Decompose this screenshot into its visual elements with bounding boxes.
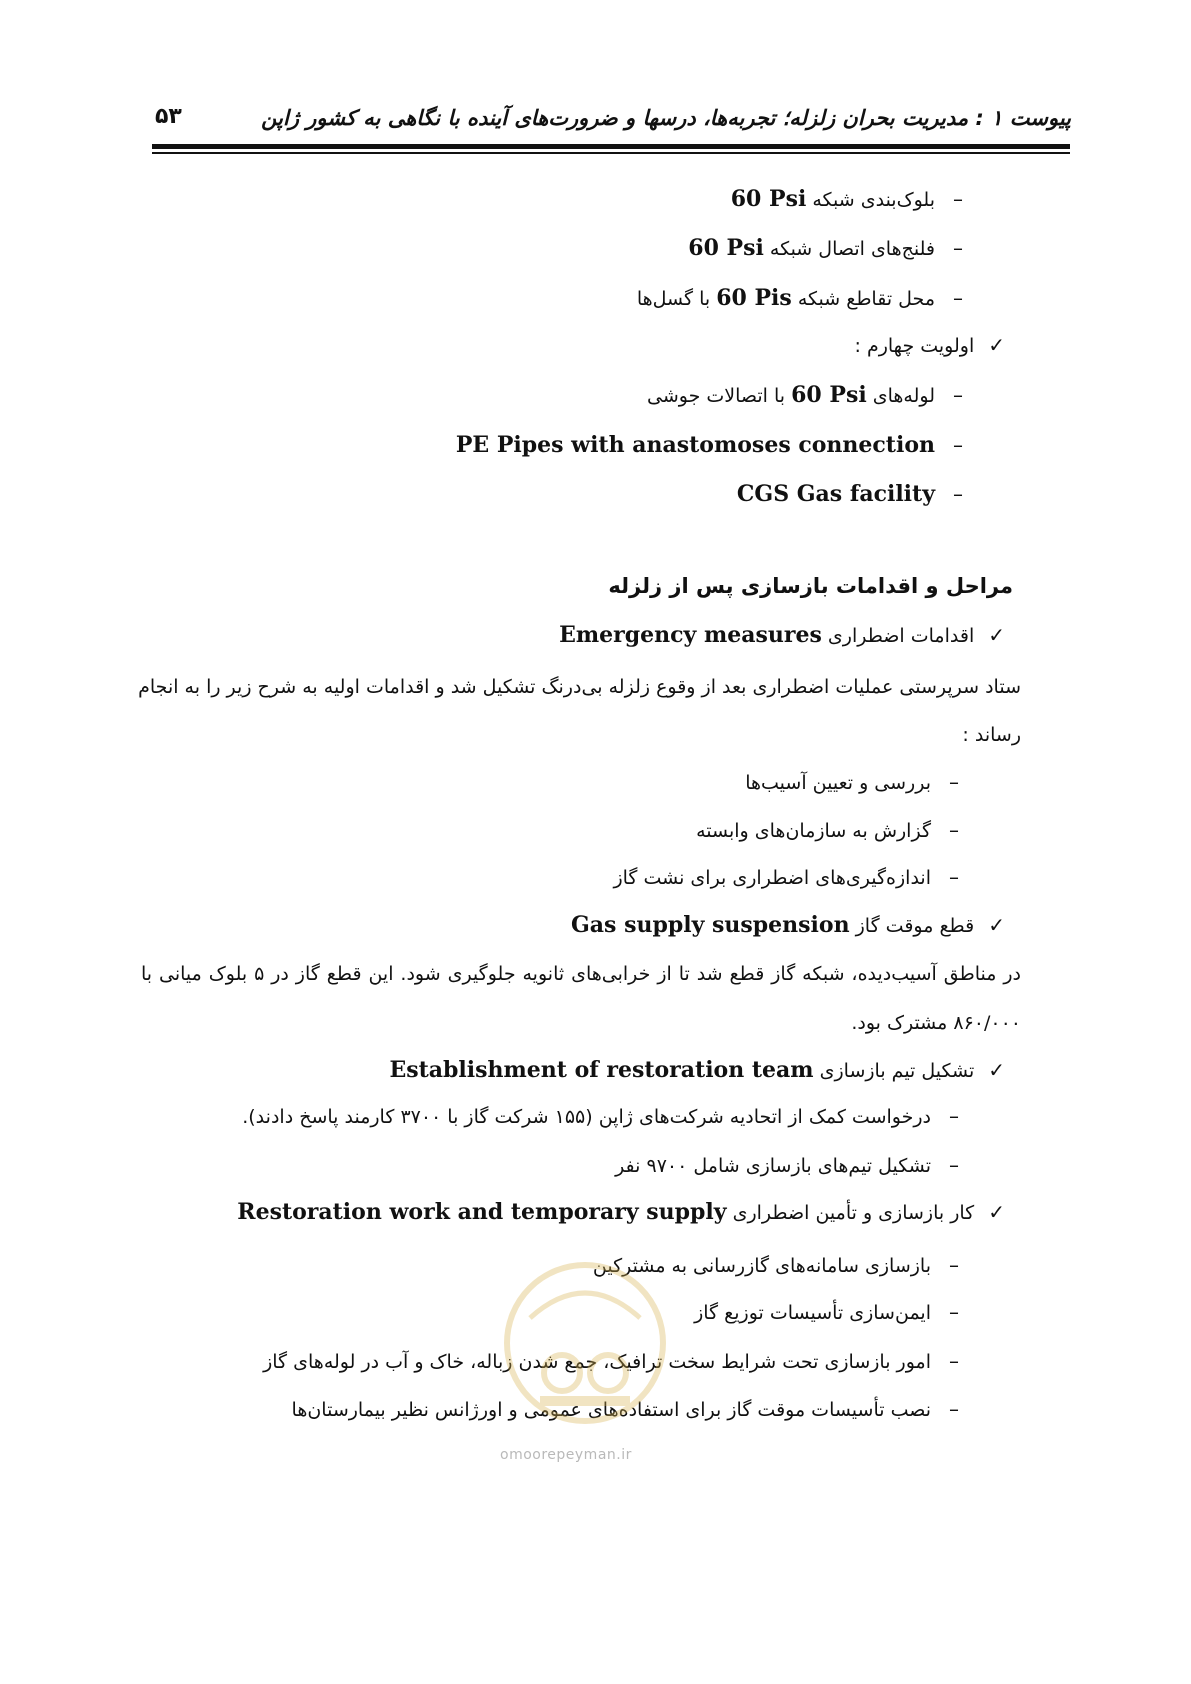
checklist-item: ✓تشکیل تیم بازسازی Establishment of restoration team (389, 1057, 1005, 1083)
header-rule (152, 144, 1070, 149)
header-rule-thin (152, 152, 1070, 154)
list-item: –اندازه‌گیری‌های اضطراری برای نشت گاز (613, 865, 959, 889)
list-item: –نصب تأسیسات موقت گاز برای استفاده‌های عمومی و اورژانس نظیر بیمارستان‌ها (291, 1397, 959, 1421)
watermark-logo-icon (500, 1258, 670, 1428)
check-icon: ✓ (988, 623, 1005, 647)
watermark-text: omoorepeyman.ir (500, 1447, 632, 1463)
paragraph-line: ۸۶۰/۰۰۰ مشترک بود. (851, 1012, 1021, 1034)
list-item: –CGS Gas facility (736, 481, 963, 507)
check-icon: ✓ (988, 1200, 1005, 1224)
list-item: –محل تقاطع شبکه 60 Pis با گسل‌ها (636, 285, 963, 311)
list-item: –فلنج‌های اتصال شبکه 60 Psi (688, 235, 963, 261)
list-item: –تشکیل تیم‌های بازسازی شامل ۹۷۰۰ نفر (615, 1153, 959, 1177)
running-header-title: پیوست ۱ : مدیریت بحران زلزله؛ تجربه‌ها، درسها و ضرورت‌های آینده با نگاهی به کشور ژاپن (261, 106, 1071, 130)
page-number: ۵۳ (155, 104, 182, 129)
check-icon: ✓ (988, 333, 1005, 357)
check-icon: ✓ (988, 913, 1005, 937)
checklist-item: ✓قطع موقت گاز Gas supply suspension (570, 912, 1005, 938)
checklist-item: ✓اقدامات اضطراری Emergency measures (559, 622, 1005, 648)
list-item: –گزارش به سازمان‌های وابسته (696, 818, 959, 842)
list-item: –PE Pipes with anastomoses connection (455, 432, 963, 458)
checklist-item: ✓اولویت چهارم : (854, 333, 1005, 357)
paragraph-line: ستاد سرپرستی عملیات اضطراری بعد از وقوع زلزله بی‌درنگ تشکیل شد و اقدامات اولیه به شرح زیر را به انجام (138, 676, 1021, 698)
list-item: –امور بازسازی تحت شرایط سخت ترافیک، جمع شدن زباله، خاک و آب در لوله‌های گاز (263, 1349, 959, 1373)
list-item: –لوله‌های 60 Psi با اتصالات جوشی (647, 382, 963, 408)
list-item: –ایمن‌سازی تأسیسات توزیع گاز (694, 1300, 959, 1324)
list-item: –بازسازی سامانه‌های گازرسانی به مشترکین (592, 1253, 959, 1277)
list-item: –بررسی و تعیین آسیب‌ها (745, 770, 959, 794)
paragraph-line: رساند : (962, 724, 1021, 746)
section-heading: مراحل و اقدامات بازسازی پس از زلزله (608, 574, 1013, 598)
checklist-item: ✓کار بازسازی و تأمین اضطراری Restoration work and temporary supply (237, 1199, 1005, 1225)
list-item: –درخواست کمک از اتحادیه شرکت‌های ژاپن (۱۵۵ شرکت گاز با ۳۷۰۰ کارمند پاسخ دادند). (242, 1104, 959, 1128)
paragraph-line: در مناطق آسیب‌دیده، شبکه گاز قطع شد تا از خرابی‌های ثانویه جلوگیری شود. این قطع گاز در ۵ بلوک میانی با (141, 963, 1021, 985)
check-icon: ✓ (988, 1058, 1005, 1082)
list-item: –بلوک‌بندی شبکه 60 Psi (730, 186, 963, 212)
